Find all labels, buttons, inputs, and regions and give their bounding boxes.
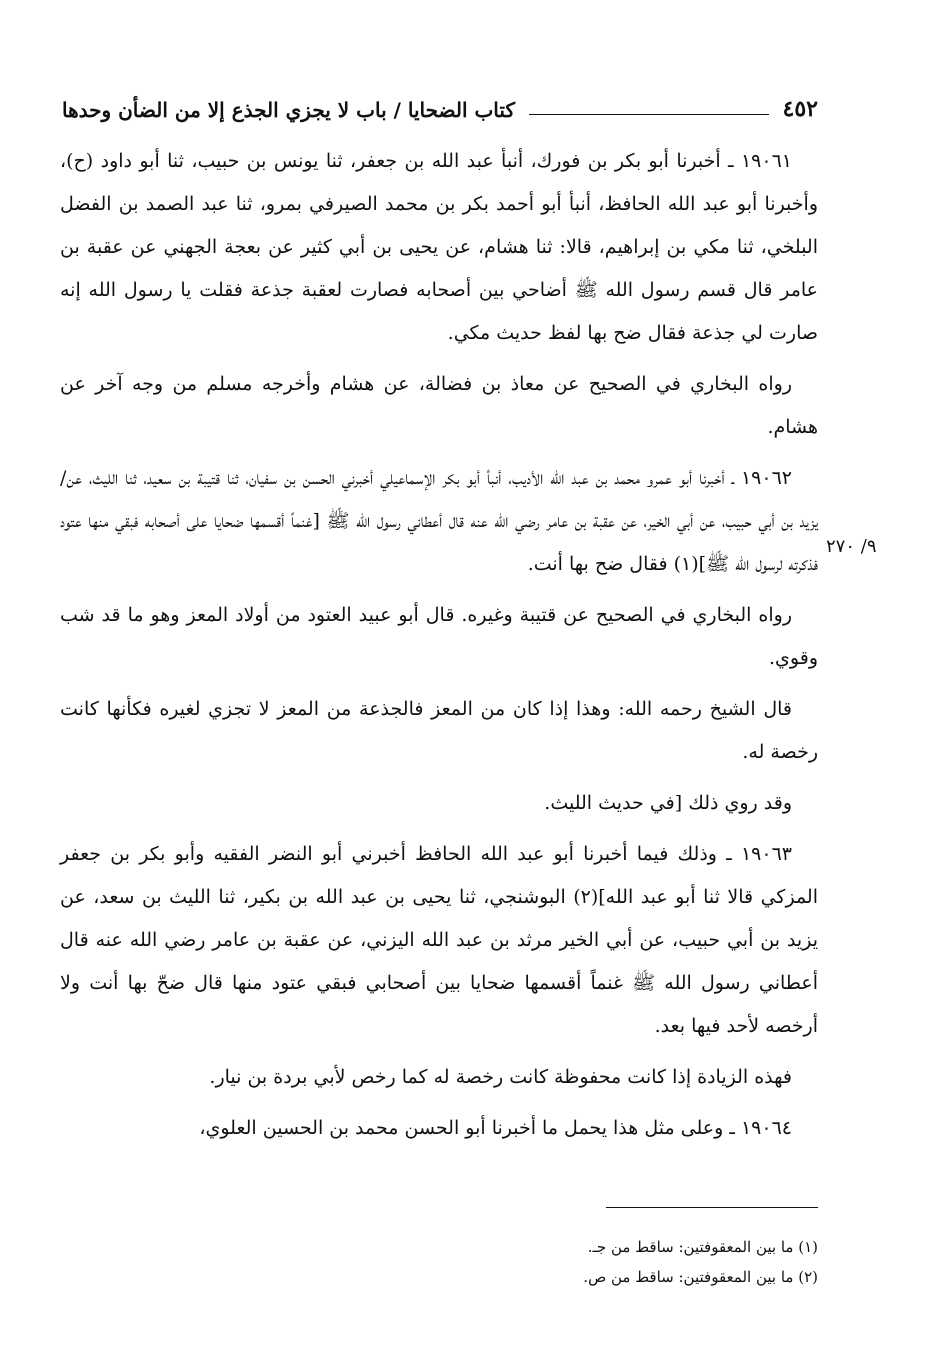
commentary-paragraph: وقد روي ذلك [في حديث الليث. (544, 792, 792, 814)
hadith-19062: ١٩٠٦٢ ـ أخبرنا أبو عمرو محمد بن عبد الله الأديب، أنبأ أبو بكر الإسماعيلي أخبرني الحسن بن سفيان، ثنا قتيبة بن سعيد، ثنا الليث، عن/ يزيد بن أبي حبيب، عن أبي الخير، عن عقبة بن عامر رضي الله عنه قال أعطاني رسول الله ﷺ [غنماً أقسمها ضحايا على أصحابه فبقي منها عتود فذكرته لرسول الله ﷺ](١) فقال ضح بها أنت. (60, 467, 818, 575)
hadith-19061: ١٩٠٦١ ـ أخبرنا أبو بكر بن فورك، أنبأ عبد الله بن جعفر، ثنا يونس بن حبيب، ثنا أبو داود (ح)، وأخبرنا أبو عبد الله الحافظ، أنبأ أبو أحمد بكر بن محمد الصيرفي بمرو، ثنا عبد الصمد بن الفضل البلخي، ثنا مكي بن إبراهيم، قالا: ثنا هشام، عن يحيى بن أبي كثير عن بعجة الجهني عن عقبة بن عامر قال قسم رسول الله ﷺ أضاحي بين أصحابه فصارت لعقبة جذعة فقلت يا رسول الله إنه صارت لي جذعة فقال ضح بها لفظ حديث مكي. (60, 150, 818, 344)
chapter-title: كتاب الضحايا / باب لا يجزي الجذع إلا من الضأن وحدها (62, 98, 515, 122)
footnote-2: (٢) ما بين المعقوفتين: ساقط من ص. (583, 1268, 818, 1286)
page-number: ٤٥٢ (782, 96, 818, 122)
commentary-paragraph: قال الشيخ رحمه الله: وهذا إذا كان من المعز فالجذعة من المعز لا تجزي لغيره فكأنها كانت رخصة له. (60, 698, 818, 763)
commentary-paragraph: رواه البخاري في الصحيح عن معاذ بن فضالة، عن هشام وأخرجه مسلم من وجه آخر عن هشام. (60, 373, 818, 438)
commentary-paragraph: رواه البخاري في الصحيح عن قتيبة وغيره. قال أبو عبيد العتود من أولاد المعز وهو ما قد شب وقوي. (60, 604, 818, 669)
footnote-1: (١) ما بين المعقوفتين: ساقط من جـ. (587, 1238, 818, 1256)
main-text (60, 140, 818, 1158)
hadith-19063: ١٩٠٦٣ ـ وذلك فيما أخبرنا أبو عبد الله الحافظ أخبرني أبو النضر الفقيه وأبو بكر بن جعفر المزكي قالا ثنا أبو عبد الله](٢) البوشنجي، ثنا يحيى بن عبد الله بن بكير، ثنا الليث بن سعد، عن يزيد بن أبي حبيب، عن أبي الخير مرثد بن عبد الله اليزني، عن عقبة بن عامر رضي الله عنه قال أعطاني رسول الله ﷺ غنماً أقسمها ضحايا بين أصحابي فبقي عتود منها قال ضحّ بها أنت ولا أرخصه لأحد فيها بعد. (60, 843, 818, 1037)
footnote-rule (606, 1207, 818, 1208)
commentary-paragraph: فهذه الزيادة إذا كانت محفوظة كانت رخصة له كما رخص لأبي بردة بن نيار. (209, 1066, 792, 1088)
footnotes (60, 1232, 818, 1292)
marginal-reference: ٩/ ٢٧٠ (826, 536, 877, 557)
hadith-19064: ١٩٠٦٤ ـ وعلى مثل هذا يحمل ما أخبرنا أبو الحسن محمد بن الحسين العلوي، (199, 1117, 792, 1139)
running-header (62, 86, 818, 122)
header-rule (529, 114, 769, 115)
